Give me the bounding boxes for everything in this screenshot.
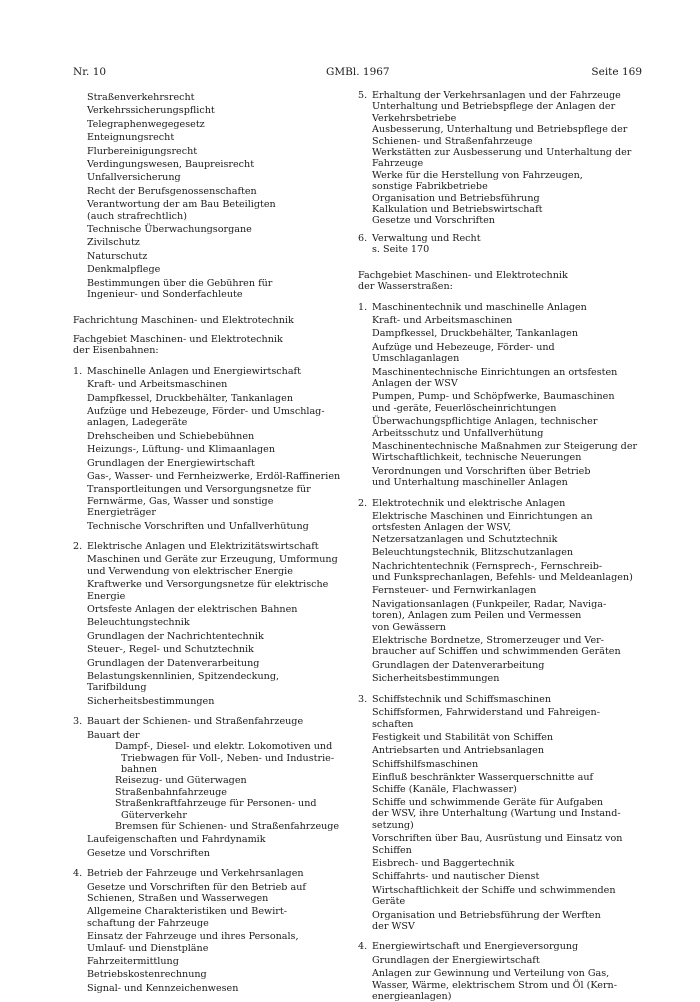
list-item-line: Fernwärme, Gas, Wasser und sonstige (87, 495, 274, 507)
item-number: 2. (73, 541, 83, 552)
sub-items (372, 314, 638, 489)
list-item-line: ortsfesten Anlagen der WSV, (372, 522, 512, 534)
list-item-line: Schiffshilfsmaschinen (372, 758, 479, 770)
list-item (372, 328, 630, 339)
list-item-line: anlagen, Ladegeräte (87, 417, 188, 429)
section-item (358, 90, 630, 227)
list-item-line: Telegraphenwegegesetz (87, 118, 205, 130)
list-item (73, 132, 335, 143)
list-item (87, 631, 335, 642)
item-number: 1. (358, 301, 368, 313)
list-item (372, 367, 630, 390)
list-item (73, 224, 335, 235)
list-item-line: Verantwortung der am Bau Beteiligten (87, 199, 276, 211)
list-item (87, 848, 335, 859)
text-line: Schienen- und Straßenfahrzeuge (372, 135, 533, 147)
item-title: Bauart der Schienen- und Straßenfahrzeuge (87, 716, 304, 728)
list-item (73, 105, 335, 116)
list-item (73, 251, 335, 262)
item-title: Energiewirtschaft und Energieversorgung (372, 941, 579, 953)
list-item (87, 444, 335, 455)
bauart-line: Güterverkehr (121, 809, 187, 821)
list-item-line: Straßenverkehrsrecht (87, 92, 195, 103)
list-item-line: Gesetze und Vorschriften für den Betrieb auf (87, 881, 306, 893)
text-line: Fahrzeuge (372, 158, 424, 170)
list-item-line: Antriebsarten und Antriebsanlagen (372, 745, 545, 757)
list-item-line: Schiffahrts- und nautischer Dienst (372, 871, 540, 883)
text-line: Werkstätten zur Ausbesserung und Unterhaltung der (372, 147, 632, 159)
list-item-line: Geräte (372, 896, 406, 908)
item-number: 1. (73, 365, 83, 377)
list-item-line: Recht der Berufsgenossenschaften (87, 185, 257, 197)
list-item (73, 159, 335, 170)
bauart-line: Reisezug- und Güterwagen (115, 775, 247, 787)
list-item (87, 604, 335, 615)
text-line: Kalkulation und Betriebswirtschaft (372, 204, 543, 216)
list-item-line: (auch strafrechtlich) (87, 210, 187, 222)
list-item-line: Unfallversicherung (87, 172, 181, 184)
text-line: Unterhaltung und Betriebspflege der Anlagen der (372, 101, 616, 113)
list-item-line: Beleuchtungstechnik, Blitzschutzanlagen (372, 547, 574, 559)
list-item (87, 431, 335, 442)
text-line: Organisation und Betriebsführung (372, 192, 540, 204)
list-item-line: Schiffe und schwimmende Geräte für Aufgaben (372, 796, 604, 808)
list-item-line: Sicherheitsbestimmungen (87, 695, 215, 707)
list-item-line: und -geräte, Feuerlöscheinrichtungen (372, 402, 557, 414)
list-item-line: Aufzüge und Hebezeuge, Förder- und (372, 341, 555, 353)
list-item (372, 391, 630, 414)
bauart-lines (87, 741, 340, 832)
list-item (87, 644, 335, 655)
list-item-line: Maschinentechnische Maßnahmen zur Steigerung der (372, 440, 638, 452)
list-item-line: Steuer-, Regel- und Schutztechnik (87, 644, 254, 656)
list-item (372, 797, 630, 831)
list-item-line: Heizungs-, Lüftung- und Klimaanlagen (87, 444, 276, 456)
list-item-line: Schiffen (372, 844, 412, 856)
list-item-line: Verdingungswesen, Baupreisrecht (87, 159, 255, 171)
list-item (372, 660, 630, 671)
text-line: der Wasserstraßen: (358, 281, 453, 293)
list-item-line: Elektrische Maschinen und Einrichtungen an (372, 511, 593, 522)
list-item-line: Eisbrech- und Baggertechnik (372, 857, 515, 869)
list-item-line: Kraft- und Arbeitsmaschinen (372, 314, 513, 326)
list-item-line: Maschinen und Geräte zur Erzeugung, Umformung (87, 554, 338, 566)
section-item (358, 301, 638, 489)
list-item-line: Umschlaganlagen (372, 353, 460, 365)
list-item-line: Energieträger (87, 507, 156, 519)
list-item (87, 882, 335, 905)
list-item (87, 983, 335, 994)
item-title: Betrieb der Fahrzeuge und Verkehrsanlagen (87, 868, 304, 880)
list-item-line: toren), Anlagen zum Peilen und Vermessen (372, 610, 582, 622)
list-item (372, 910, 630, 933)
list-item-line: Signal- und Kennzeichenwesen (87, 982, 239, 994)
list-item-line: Festigkeit und Stabilität von Schiffen (372, 731, 554, 743)
list-item-line: Enteignungsrecht (87, 132, 175, 144)
list-item (87, 906, 335, 929)
list-item-line: Organisation und Betriebsführung der Werften (372, 909, 601, 921)
list-item-line: Tarifbildung (87, 682, 147, 694)
list-item-line: Pumpen, Pump- und Schöpfwerke, Baumaschinen (372, 391, 615, 403)
section-item (73, 541, 338, 707)
list-item (372, 772, 630, 795)
list-item-line: energieanlagen) (372, 991, 452, 1002)
list-item-line: Grundlagen der Nachrichtentechnik (87, 630, 264, 642)
fachgebiet-wasserstrassen-heading (358, 270, 630, 293)
list-item (372, 560, 633, 584)
list-item-line: Einsatz der Fahrzeuge und ihres Personals, (87, 931, 299, 943)
list-item-line: der WSV (372, 921, 415, 932)
list-item-line: Naturschutz (87, 250, 148, 262)
list-item (372, 342, 630, 365)
list-item (87, 969, 335, 980)
page-header (73, 66, 642, 80)
bauart-line: Straßenbahnfahrzeuge (115, 786, 227, 798)
item-number: 2. (358, 497, 368, 509)
page-reference: s. Seite 170 (372, 244, 430, 256)
list-item (372, 968, 630, 1002)
list-item (372, 871, 630, 882)
item-title: Verwaltung und Recht (372, 232, 481, 244)
list-item (87, 617, 335, 628)
list-item-line: Grundlagen der Datenverarbeitung (87, 657, 260, 669)
list-item-line: Grundlagen der Datenverarbeitung (372, 659, 545, 671)
list-item-line: Einfluß beschränkter Wasserquerschnitte auf (372, 772, 594, 784)
list-item-line: und Verwendung von elektrischer Energie (87, 565, 293, 577)
sub-items (87, 554, 338, 707)
item-title: Elektrische Anlagen und Elektrizitätswirtschaft (87, 541, 319, 552)
section-item (358, 497, 633, 685)
list-item (87, 658, 335, 669)
sub-items (372, 511, 633, 685)
list-item-line: Überwachungspflichtige Anlagen, technischer (372, 416, 598, 428)
list-item (87, 956, 335, 967)
fachrichtung-heading: Fachrichtung Maschinen- und Elektrotechnik (73, 314, 294, 326)
list-item-line: Anlagen zur Gewinnung und Verteilung von Gas, (372, 968, 610, 980)
list-item-line: Allgemeine Charakteristiken und Bewirt- (87, 906, 287, 918)
list-item (372, 745, 630, 756)
list-item (372, 440, 638, 464)
list-item (372, 416, 630, 439)
item-number: 4. (73, 868, 83, 880)
list-item-line: von Gewässern (372, 621, 446, 633)
sub-items (372, 955, 630, 1002)
item-lines (372, 90, 630, 227)
list-item (372, 833, 630, 856)
list-item-line: Umlauf- und Dienstpläne (87, 942, 209, 954)
list-item-line: Zivilschutz (87, 237, 140, 249)
text-line: Ausbesserung, Unterhaltung und Betriebspflege der (372, 124, 628, 136)
section-item (358, 694, 630, 933)
bauart-line: bahnen (121, 763, 158, 775)
list-item-line: und Funksprechanlagen, Befehls- und Meldeanlagen) (372, 572, 633, 584)
issue-number: Nr. 10 (73, 66, 107, 78)
list-item-line: Sicherheitsbestimmungen (372, 673, 500, 685)
list-item (372, 585, 630, 596)
list-item-line: Verkehrssicherungspflicht (87, 105, 215, 117)
item-number: 3. (358, 693, 368, 705)
list-item-line: Ortsfeste Anlagen der elektrischen Bahnen (87, 604, 298, 616)
list-item-line: Energie (87, 590, 126, 602)
item-title: Maschinentechnik und maschinelle Anlagen (372, 301, 587, 313)
list-item (87, 696, 335, 707)
list-item-line: und Unterhaltung maschineller Anlagen (372, 477, 568, 489)
list-item-line: schaftung der Fahrzeuge (87, 917, 209, 929)
list-item-line: Laufeigenschaften und Fahrdynamik (87, 834, 266, 846)
list-item-line: Anlagen der WSV (372, 377, 458, 389)
list-item (87, 458, 335, 469)
list-item-line: Dampfkessel, Druckbehälter, Tankanlagen (87, 392, 294, 404)
sub-items (87, 379, 341, 532)
list-item-line: Kraft- und Arbeitsmaschinen (87, 379, 228, 391)
sub-items (372, 707, 630, 932)
list-item (372, 315, 630, 326)
list-item (372, 759, 630, 770)
list-item-line: Netzersatzanlagen und Schutztechnik (372, 533, 558, 545)
bauart-line: Straßenkraftfahrzeuge für Personen- und (115, 798, 317, 810)
list-item-line: Kraftwerke und Versorgungsnetze für elektrische (87, 579, 329, 591)
list-item-line: Gesetze und Vorschriften (87, 847, 210, 859)
left-column (73, 90, 341, 994)
text-line: sonstige Fabrikbetriebe (372, 181, 488, 193)
list-item (87, 554, 338, 577)
list-item-line: der WSV, ihre Unterhaltung (Wartung und Instand- (372, 808, 621, 820)
list-item-line: Fernsteuer- und Fernwirkanlagen (372, 585, 537, 597)
top-items (73, 92, 335, 301)
bauart-line: Triebwagen für Voll-, Neben- und Industrie- (121, 752, 335, 764)
section-item (358, 941, 630, 1002)
list-item (372, 955, 630, 966)
list-item-line: Bestimmungen über die Gebühren für (87, 277, 273, 289)
text-line: Fachgebiet Maschinen- und Elektrotechnik (73, 333, 283, 345)
list-item-line: Schienen, Straßen und Wasserwegen (87, 892, 269, 904)
list-item-line: braucher auf Schiffen und schwimmenden Geräten (372, 646, 621, 658)
list-item (372, 885, 630, 908)
list-item (372, 858, 630, 869)
list-item-line: Wirtschaftlichkeit der Schiffe und schwimmenden (372, 884, 616, 896)
item-number: 6. (358, 232, 368, 244)
list-item-line: Fahrzeitermittlung (87, 956, 179, 967)
list-item (372, 547, 630, 558)
list-item-line: Aufzüge und Hebezeuge, Förder- und Umschlag- (87, 405, 325, 417)
list-item-line: Ingenieur- und Sonderfachleute (87, 289, 243, 301)
list-item-line: Belastungskennlinien, Spitzendeckung, (87, 671, 280, 683)
text-line: Fachgebiet Maschinen- und Elektrotechnik (358, 269, 568, 281)
page-number: Seite 169 (591, 66, 642, 78)
list-item (73, 119, 335, 130)
section-item (73, 868, 335, 994)
list-item (372, 511, 630, 545)
list-item (87, 579, 335, 602)
list-item (87, 834, 335, 845)
section-item (358, 233, 630, 256)
section-item (73, 716, 340, 859)
sub-items (87, 834, 335, 859)
list-item-line: Beleuchtungstechnik (87, 617, 190, 629)
list-item (73, 172, 335, 183)
list-item (87, 470, 341, 482)
list-item-line: Schiffsformen, Fahrwiderstand und Fahreigen- (372, 707, 600, 719)
item-title: Elektrotechnik und elektrische Anlagen (372, 497, 566, 509)
list-item-line: Grundlagen der Energiewirtschaft (372, 954, 540, 966)
text-line: Erhaltung der Verkehrsanlagen und der Fahrzeuge (372, 90, 621, 101)
list-item (372, 635, 630, 658)
list-item (87, 393, 335, 404)
text-line: Werke für die Herstellung von Fahrzeugen, (372, 169, 583, 181)
list-item-line: Denkmalpflege (87, 264, 161, 276)
section-item (73, 365, 341, 532)
item-title: Schiffstechnik und Schiffsmaschinen (372, 693, 552, 705)
list-item-line: Nachrichtentechnik (Fernsprech-, Fernschreib- (372, 560, 603, 572)
list-item-line: Verordnungen und Vorschriften über Betrieb (372, 465, 591, 477)
right-column (358, 90, 638, 1002)
list-item (372, 673, 630, 684)
bauart-line: Dampf-, Diesel- und elektr. Lokomotiven und (115, 741, 333, 753)
list-item (372, 707, 630, 730)
list-item-line: Transportleitungen und Versorgungsnetze für (87, 484, 311, 496)
list-item (73, 264, 335, 275)
text-line: Verkehrsbetriebe (372, 112, 457, 124)
list-item-line: Wirtschaftlichkeit, technische Neuerungen (372, 452, 582, 464)
list-item-line: Betriebskostenrechnung (87, 969, 207, 981)
list-item (73, 278, 335, 301)
list-item (87, 379, 335, 390)
list-item (372, 732, 630, 743)
list-item-line: Vorschriften über Bau, Ausrüstung und Einsatz von (372, 833, 623, 845)
text-line: der Eisenbahnen: (73, 345, 159, 357)
list-item (73, 146, 335, 157)
list-item (73, 237, 335, 248)
list-item-line: Grundlagen der Energiewirtschaft (87, 457, 255, 469)
list-item-line: Drehscheiben und Schiebebühnen (87, 430, 255, 442)
list-item-line: Technische Vorschriften und Unfallverhütung (87, 520, 309, 532)
list-item-line: Wasser, Wärme, elektrischem Strom und Öl (Kern- (372, 979, 617, 991)
list-item (73, 92, 335, 103)
list-item-line: Navigationsanlagen (Funkpeiler, Radar, Naviga- (372, 598, 607, 610)
list-item (87, 671, 335, 694)
list-item-line: Schiffe (Kanäle, Flachwasser) (372, 783, 517, 795)
list-item (372, 599, 630, 633)
list-item-line: Gas-, Wasser- und Fernheizwerke, Erdöl-Raffinerien (87, 470, 341, 482)
list-item-line: Dampfkessel, Druckbehälter, Tankanlagen (372, 328, 579, 340)
list-item (87, 484, 335, 518)
list-item (73, 199, 335, 222)
list-item (87, 406, 335, 429)
fachgebiet-eisenbahnen-heading (73, 334, 335, 357)
item-number: 3. (73, 716, 83, 728)
list-item-line: Technische Überwachungsorgane (87, 224, 252, 236)
item-title: Maschinelle Anlagen und Energiewirtschaft (87, 365, 301, 377)
list-item-line: Maschinentechnische Einrichtungen an ortsfesten (372, 366, 618, 378)
list-item (87, 931, 335, 954)
list-item (73, 186, 335, 197)
list-item-line: Arbeitsschutz und Unfallverhütung (372, 427, 544, 439)
item-number: 5. (358, 90, 368, 101)
list-item-line: schaften (372, 718, 414, 730)
text-line: Gesetze und Vorschriften (372, 215, 495, 227)
list-item-line: Elektrische Bordnetze, Stromerzeuger und Ver- (372, 635, 604, 647)
bauart-line: Bremsen für Schienen- und Straßenfahrzeuge (115, 820, 340, 832)
sub-items (87, 882, 335, 995)
bauart-label: Bauart der (87, 729, 140, 741)
list-item (372, 466, 630, 489)
item-number: 4. (358, 941, 368, 953)
list-item-line: Flurbereinigungsrecht (87, 145, 198, 157)
publication-title: GMBl. 1967 (326, 66, 390, 78)
list-item (87, 521, 335, 532)
list-item-line: setzung) (372, 819, 414, 831)
